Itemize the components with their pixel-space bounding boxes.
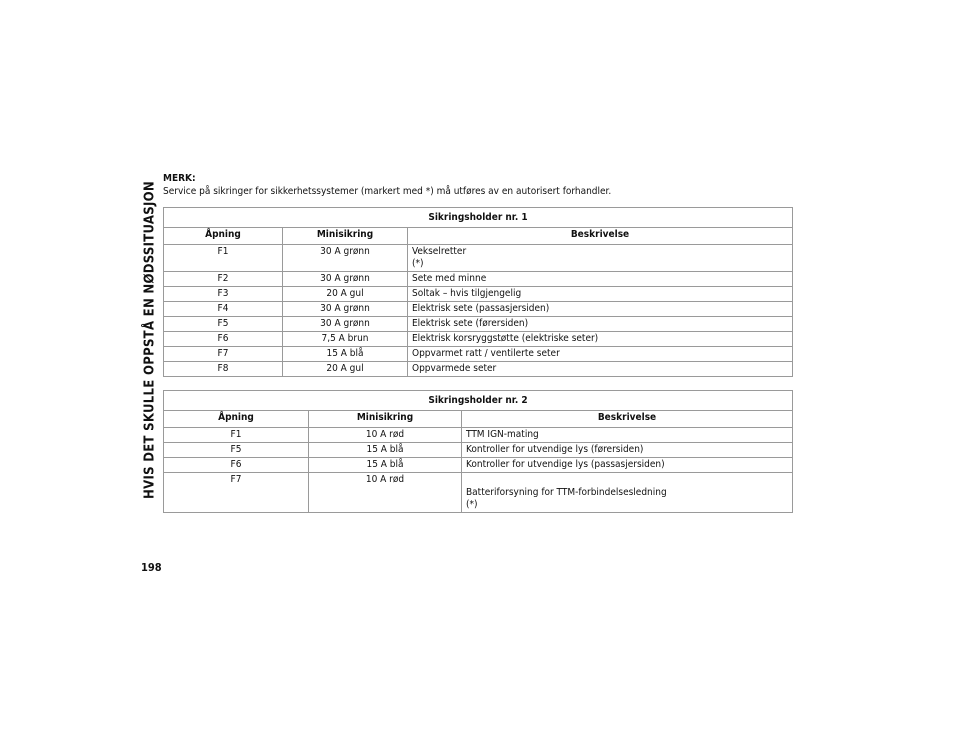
fuse-cell: 15 A blå: [309, 443, 462, 458]
description-cell: Elektrisk sete (passasjersiden): [408, 302, 793, 317]
fuse-table-holder-1: [163, 207, 793, 377]
description-cell: Kontroller for utvendige lys (førersiden): [462, 443, 793, 458]
description-text: Batteriforsyning for TTM-forbindelsesledning: [466, 487, 667, 498]
slot-cell: F7: [164, 347, 283, 362]
fuse-cell: 30 A grønn: [283, 245, 408, 272]
table-row: [164, 317, 793, 332]
column-header-fuse: Minisikring: [283, 228, 408, 245]
table-row: [164, 302, 793, 317]
table-row: [164, 428, 793, 443]
fuse-cell: 30 A grønn: [283, 317, 408, 332]
description-cell: Oppvarmet ratt / ventilerte seter: [408, 347, 793, 362]
description-text: Vekselretter: [412, 246, 467, 257]
fuse-cell: 10 A rød: [309, 473, 462, 513]
table-row: [164, 443, 793, 458]
slot-cell: F3: [164, 287, 283, 302]
description-cell: Elektrisk korsryggstøtte (elektriske seter): [408, 332, 793, 347]
slot-cell: F7: [164, 473, 309, 513]
description-cell: Soltak – hvis tilgjengelig: [408, 287, 793, 302]
slot-cell: F8: [164, 362, 283, 377]
table-caption: Sikringsholder nr. 1: [164, 208, 793, 228]
slot-cell: F1: [164, 245, 283, 272]
slot-cell: F6: [164, 332, 283, 347]
description-cell: Kontroller for utvendige lys (passasjersiden): [462, 458, 793, 473]
note-label: MERK:: [163, 173, 196, 184]
fuse-cell: 20 A gul: [283, 362, 408, 377]
column-header-slot: Åpning: [164, 228, 283, 245]
description-cell: Oppvarmede seter: [408, 362, 793, 377]
slot-cell: F5: [164, 317, 283, 332]
description-cell: Sete med minne: [408, 272, 793, 287]
column-header-fuse: Minisikring: [309, 411, 462, 428]
table-row: [164, 272, 793, 287]
fuse-cell: 15 A blå: [309, 458, 462, 473]
description-cell: Elektrisk sete (førersiden): [408, 317, 793, 332]
description-marker: (*): [412, 258, 424, 269]
slot-cell: F1: [164, 428, 309, 443]
chapter-side-title: [140, 170, 160, 510]
column-header-description: Beskrivelse: [462, 411, 793, 428]
fuse-cell: 10 A rød: [309, 428, 462, 443]
description-cell: [408, 245, 793, 272]
table-row: [164, 362, 793, 377]
table-row: [164, 458, 793, 473]
slot-cell: F6: [164, 458, 309, 473]
slot-cell: F5: [164, 443, 309, 458]
table-row: [164, 347, 793, 362]
column-header-slot: Åpning: [164, 411, 309, 428]
slot-cell: F4: [164, 302, 283, 317]
description-marker: (*): [466, 499, 478, 510]
note-text: Service på sikringer for sikkerhetssystemer (markert med *) må utføres av en autorisert forhandler.: [163, 186, 612, 197]
table-row: [164, 287, 793, 302]
fuse-cell: 20 A gul: [283, 287, 408, 302]
fuse-cell: 15 A blå: [283, 347, 408, 362]
service-note: [163, 172, 611, 198]
column-header-description: Beskrivelse: [408, 228, 793, 245]
fuse-cell: 7,5 A brun: [283, 332, 408, 347]
fuse-cell: 30 A grønn: [283, 272, 408, 287]
fuse-table-holder-2: [163, 390, 793, 513]
fuse-cell: 30 A grønn: [283, 302, 408, 317]
description-cell: [462, 473, 793, 513]
table-row: [164, 332, 793, 347]
chapter-title-text: HVIS DET SKULLE OPPSTÅ EN NØDSSITUASJON: [142, 181, 158, 499]
table-row: [164, 245, 793, 272]
slot-cell: F2: [164, 272, 283, 287]
table-row: [164, 473, 793, 513]
page-number: 198: [141, 561, 162, 574]
cell-spacer: [466, 474, 788, 487]
description-cell: TTM IGN-mating: [462, 428, 793, 443]
table-caption: Sikringsholder nr. 2: [164, 391, 793, 411]
